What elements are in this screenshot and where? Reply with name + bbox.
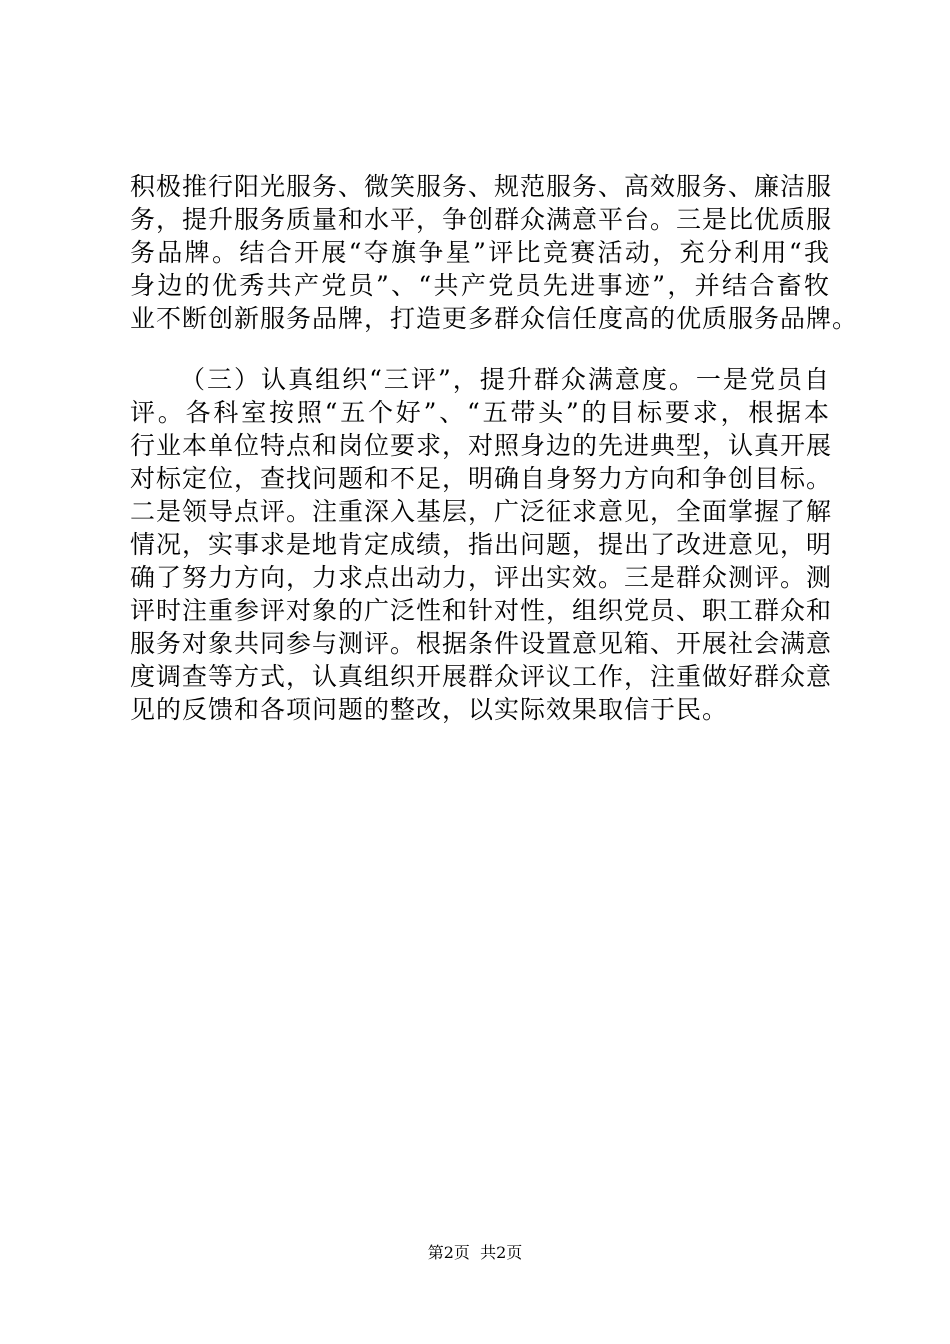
- paragraph-service-brand: [130, 170, 859, 335]
- text-line: 业不断创新服务品牌，打造更多群众信任度高的优质服务品牌。: [130, 304, 859, 333]
- page-number-label: 第2页 共2页: [427, 1243, 523, 1262]
- text-line: 身边的优秀共产党员”、“共产党员先进事迹”，并结合畜牧: [130, 271, 830, 300]
- text-line: 务品牌。结合开展“夺旗争星”评比竞赛活动，充分利用“我: [130, 238, 830, 267]
- document-body: [130, 170, 859, 726]
- text-line: 情况，实事求是地肯定成绩，指出问题，提出了改进意见，明: [130, 530, 833, 559]
- text-line: 服务对象共同参与测评。根据条件设置意见箱、开展社会满意: [130, 629, 833, 658]
- text-line: 见的反馈和各项问题的整改，以实际效果取信于民。: [130, 695, 729, 724]
- text-line: 务，提升服务质量和水平，争创群众满意平台。三是比优质服: [130, 205, 833, 234]
- text-line: 积极推行阳光服务、微笑服务、规范服务、高效服务、廉洁服: [130, 172, 833, 201]
- paragraph-three-evaluations: [130, 363, 833, 726]
- text-line: 评时注重参评对象的广泛性和针对性，组织党员、职工群众和: [130, 596, 833, 625]
- text-line-indented: （三）认真组织“三评”，提升群众满意度。一是党员自: [180, 365, 830, 394]
- text-line: 对标定位，查找问题和不足，明确自身努力方向和争创目标。: [130, 464, 833, 493]
- text-line: 二是领导点评。注重深入基层，广泛征求意见，全面掌握了解: [130, 497, 833, 526]
- text-line: 度调查等方式，认真组织开展群众评议工作，注重做好群众意: [130, 662, 833, 691]
- page-footer: [0, 1242, 950, 1264]
- text-line: 行业本单位特点和岗位要求，对照身边的先进典型，认真开展: [130, 431, 833, 460]
- paragraph-spacer: [130, 335, 830, 363]
- text-line: 确了努力方向，力求点出动力，评出实效。三是群众测评。测: [130, 563, 833, 592]
- text-line: 评。各科室按照“五个好”、“五带头”的目标要求，根据本: [130, 398, 830, 427]
